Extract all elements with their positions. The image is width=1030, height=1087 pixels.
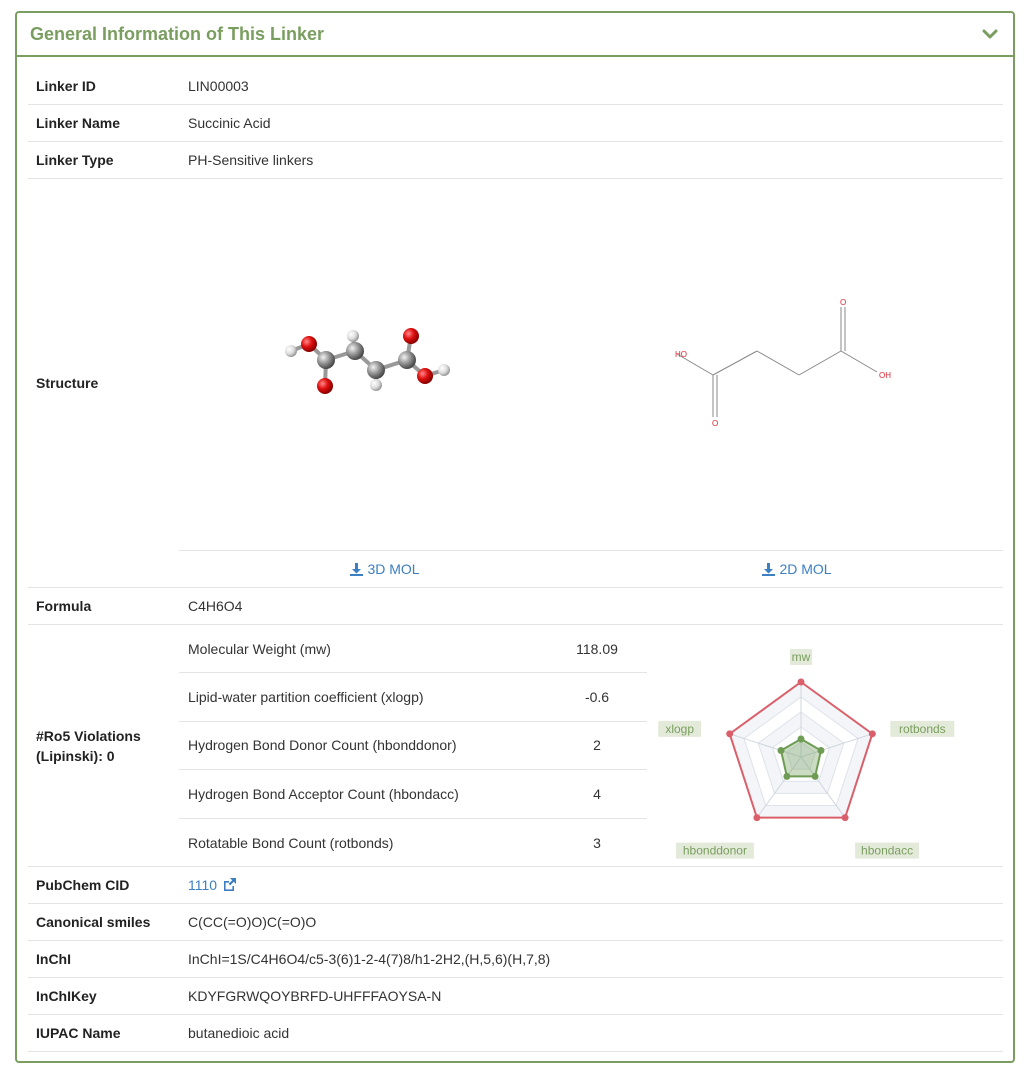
radar-axis-label: rotbonds: [898, 721, 946, 736]
ro5-item: [179, 625, 647, 673]
ro5-item: [179, 673, 647, 721]
radar-point: [812, 773, 819, 780]
row-formula: [28, 588, 1003, 625]
row-linker-type: [28, 142, 1003, 179]
ro5-item-value: 4: [593, 785, 601, 802]
ro5-item-name: Rotatable Bond Count (rotbonds): [188, 834, 394, 851]
download-2d-mol-label: 2D MOL: [779, 561, 832, 577]
value-inchi: InChI=1S/C4H6O4/c5-3(6)1-2-4(7)8/h1-2H2,(H,5,6)(H,7,8): [188, 951, 551, 967]
radar-point: [783, 773, 790, 780]
label-iupac: IUPAC Name: [36, 1025, 121, 1041]
row-linker-id: [28, 68, 1003, 105]
radar-svg: [647, 625, 1003, 867]
radar-axis-label: hbonddonor: [682, 843, 747, 858]
atom-label-o-top: O: [840, 298, 847, 307]
ro5-item-value: -0.6: [584, 689, 610, 706]
label-ro5: #Ro5 Violations (Lipinski): 0: [36, 727, 141, 764]
ro5-item-name: Lipid-water partition coefficient (xlogp): [188, 689, 424, 706]
label-linker-name: Linker Name: [36, 115, 121, 131]
value-linker-name: Succinic Acid: [188, 115, 271, 131]
ro5-item: [179, 722, 647, 770]
row-inchi: [28, 941, 1003, 978]
radar-point: [726, 730, 733, 737]
value-smiles: C(CC(=O)O)C(=O)O: [188, 914, 317, 930]
ro5-item-name: Hydrogen Bond Donor Count (hbonddonor): [188, 737, 457, 754]
label-structure: Structure: [36, 375, 99, 391]
label-pubchem: PubChem CID: [36, 877, 130, 893]
atom-label-ho: HO: [675, 350, 687, 359]
value-formula: C4H6O4: [188, 598, 243, 614]
ro5-table: [179, 625, 647, 866]
row-linker-name: [28, 105, 1003, 142]
radar-axis-label: xlogp: [665, 721, 695, 736]
radar-point: [842, 814, 849, 821]
structure-3d-image: [179, 179, 591, 550]
ro5-item: [179, 819, 647, 867]
radar-point: [798, 679, 805, 686]
atom-label-o-bottom: O: [712, 419, 719, 428]
label-linker-id: Linker ID: [36, 78, 96, 94]
download-3d-mol-link[interactable]: [179, 551, 591, 587]
ro5-item-value: 118.09: [576, 640, 618, 657]
ro5-item-value: 3: [593, 834, 601, 851]
ro5-item-name: Molecular Weight (mw): [188, 640, 331, 657]
row-inchikey: [28, 978, 1003, 1015]
ro5-item: [179, 770, 647, 818]
radar-axis-label: mw: [791, 650, 811, 664]
pubchem-link[interactable]: [188, 877, 237, 893]
value-inchikey: KDYFGRWQOYBRFD-UHFFFAOYSA-N: [188, 988, 442, 1004]
label-linker-type: Linker Type: [36, 152, 114, 168]
label-inchi: InChI: [36, 951, 71, 967]
radar-point: [778, 747, 785, 754]
value-linker-type: PH-Sensitive linkers: [188, 152, 314, 168]
atom-label-oh: OH: [879, 371, 891, 380]
row-pubchem: [28, 867, 1003, 904]
radar-point: [869, 730, 876, 737]
label-inchikey: InChIKey: [36, 988, 97, 1004]
pubchem-cid: 1110: [188, 877, 218, 893]
row-iupac: [28, 1015, 1003, 1052]
label-smiles: Canonical smiles: [36, 914, 151, 930]
molecule-3d-model: [179, 179, 590, 551]
panel-title: General Information of This Linker: [30, 23, 325, 44]
value-pubchem: [179, 867, 1003, 903]
panel-header[interactable]: [17, 13, 1013, 57]
download-icon: [762, 563, 775, 576]
row-structure: [28, 179, 1003, 588]
info-table: [28, 68, 1003, 1052]
chevron-down-icon[interactable]: [980, 24, 1000, 44]
label-formula: Formula: [36, 598, 92, 614]
linker-info-panel: [15, 11, 1015, 1063]
molecule-2d-drawing: [591, 179, 1002, 551]
row-ro5: [28, 625, 1003, 867]
radar-point: [798, 736, 805, 743]
structure-2d-image: [591, 179, 1003, 550]
external-link-icon: [223, 878, 237, 891]
value-iupac: butanedioic acid: [188, 1025, 290, 1041]
download-2d-mol-link[interactable]: [591, 551, 1003, 587]
ro5-item-value: 2: [593, 737, 601, 754]
download-3d-mol-label: 3D MOL: [367, 561, 420, 577]
radar-point: [817, 747, 824, 754]
download-icon: [350, 563, 363, 576]
row-smiles: [28, 904, 1003, 941]
value-linker-id: LIN00003: [188, 78, 249, 94]
ro5-item-name: Hydrogen Bond Acceptor Count (hbondacc): [188, 785, 459, 802]
radar-point: [753, 814, 760, 821]
radar-axis-label: hbondacc: [861, 843, 914, 858]
ro5-radar-chart: [647, 625, 1003, 866]
